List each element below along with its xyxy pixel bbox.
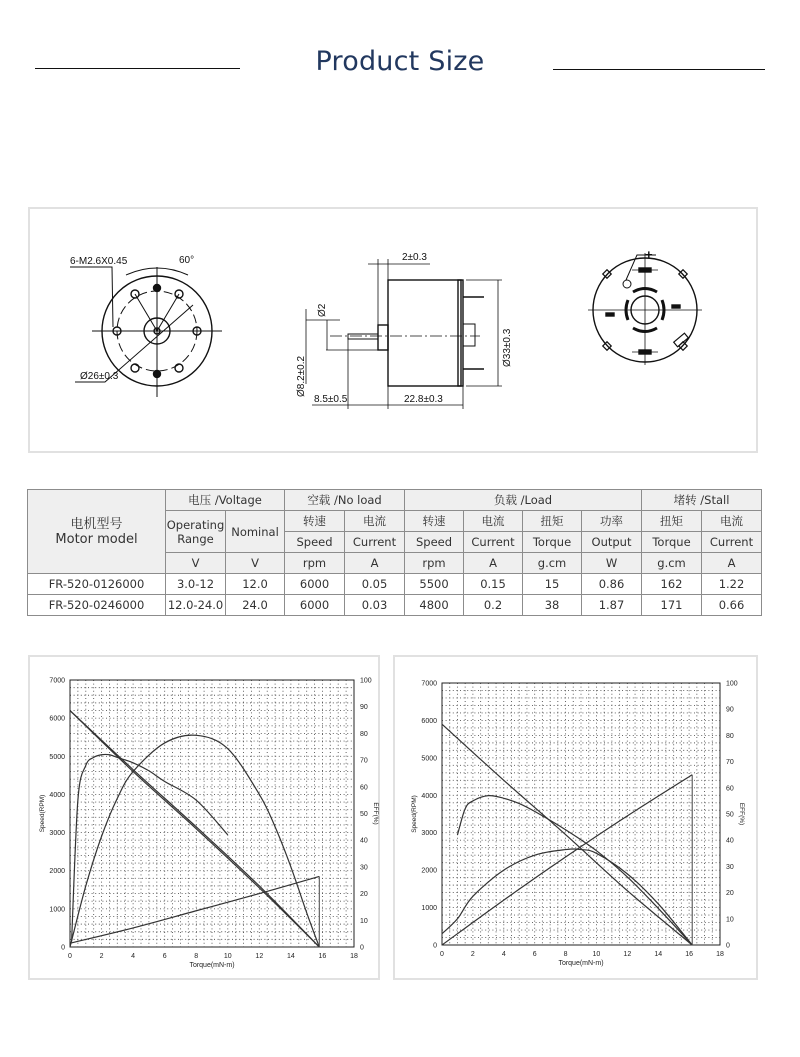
y2-tick-label: 70 <box>726 759 734 767</box>
operating-line2: Range <box>177 531 214 546</box>
y2-tick-label: 40 <box>726 837 734 845</box>
y2-tick-label: 0 <box>360 944 364 952</box>
y2-tick-label: 100 <box>360 677 372 685</box>
cell: 12.0 <box>226 574 285 595</box>
cell: 6000 <box>285 574 345 595</box>
x-tick-label: 4 <box>501 951 506 958</box>
y2-tick-label: 80 <box>726 732 734 740</box>
sub-en: Current <box>345 532 405 553</box>
y2-axis-label: EFF(%) <box>738 802 745 826</box>
y-tick-label: 0 <box>433 942 437 950</box>
cell: 38 <box>523 595 582 616</box>
cell: 12.0-24.0 <box>166 595 226 616</box>
cell: 171 <box>642 595 702 616</box>
y-tick-label: 1000 <box>421 905 437 913</box>
col-operating-range <box>166 511 226 553</box>
unit: g.cm <box>642 553 702 574</box>
x-tick-label: 2 <box>470 951 475 958</box>
cell: 3.0-12 <box>166 574 226 595</box>
y2-tick-label: 20 <box>360 891 368 899</box>
sub-en: Torque <box>523 532 582 553</box>
sub-en: Current <box>702 532 762 553</box>
model-header-cn: 电机型号 <box>70 516 123 532</box>
performance-chart-1-panel <box>28 655 380 980</box>
x-tick-label: 8 <box>194 953 199 960</box>
cell: 24.0 <box>226 595 285 616</box>
cell: 0.15 <box>464 574 523 595</box>
sub-cn: 转速 <box>405 511 464 532</box>
x-tick-label: 10 <box>592 951 601 958</box>
sub-en: Output <box>582 532 642 553</box>
unit: V <box>166 553 226 574</box>
sub-en: Speed <box>405 532 464 553</box>
chart-grid <box>442 683 720 945</box>
table-header-row-groups <box>28 490 762 511</box>
spec-table <box>27 489 762 616</box>
sub-en: Current <box>464 532 523 553</box>
cell-model: FR-520-0126000 <box>28 574 166 595</box>
brush-slot <box>639 350 651 354</box>
y2-tick-label: 90 <box>726 706 734 714</box>
y-tick-label: 2000 <box>421 867 437 875</box>
x-tick-label: 0 <box>68 953 72 960</box>
x-tick-label: 14 <box>286 953 295 960</box>
group-stall: 堵转 /Stall <box>642 490 762 511</box>
x-tick-label: 6 <box>532 951 537 958</box>
x-tick-label: 10 <box>223 953 232 960</box>
y-tick-label: 5000 <box>49 753 65 761</box>
cell: 1.22 <box>702 574 762 595</box>
sub-cn: 电流 <box>345 511 405 532</box>
unit: A <box>345 553 405 574</box>
shaft-diameter-label: Ø2 <box>317 303 328 317</box>
unit: rpm <box>285 553 345 574</box>
front-boss <box>378 325 388 350</box>
y-tick-label: 3000 <box>421 830 437 838</box>
cell: 4800 <box>405 595 464 616</box>
motor-body <box>388 280 461 386</box>
x-tick-label: 2 <box>99 953 104 960</box>
x-tick-label: 14 <box>654 951 663 958</box>
y2-tick-label: 80 <box>360 730 368 738</box>
x-tick-label: 12 <box>623 951 632 958</box>
x-axis-label: Torque(mN-m) <box>189 962 235 969</box>
table-row <box>28 595 762 616</box>
sub-cn: 扭矩 <box>642 511 702 532</box>
sub-en: Torque <box>642 532 702 553</box>
y2-tick-label: 30 <box>726 863 734 871</box>
front-diameter-label: Ø26±0.3 <box>80 371 119 382</box>
sub-cn: 扭矩 <box>523 511 582 532</box>
y-tick-label: 5000 <box>421 755 437 763</box>
x-tick-label: 16 <box>685 951 694 958</box>
y2-tick-label: 70 <box>360 757 368 765</box>
plus-terminal-marker <box>623 280 631 288</box>
sub-cn: 电流 <box>464 511 523 532</box>
unit: W <box>582 553 642 574</box>
series-output-power <box>70 735 319 947</box>
y2-axis-label: EFF(%) <box>372 802 379 825</box>
y-tick-label: 4000 <box>421 792 437 800</box>
page-title: Product Size <box>315 46 485 77</box>
y2-tick-label: 50 <box>360 811 368 818</box>
cell-model: FR-520-0246000 <box>28 595 166 616</box>
cell: 6000 <box>285 595 345 616</box>
x-tick-label: 0 <box>440 951 444 958</box>
plot-frame <box>442 683 720 945</box>
unit: A <box>702 553 762 574</box>
x-tick-label: 16 <box>318 953 327 960</box>
unit: g.cm <box>523 553 582 574</box>
y2-tick-label: 10 <box>726 916 734 924</box>
y2-tick-label: 0 <box>726 942 730 950</box>
group-load: 负载 /Load <box>405 490 642 511</box>
y2-tick-label: 60 <box>726 785 734 793</box>
mount-hole <box>131 364 139 372</box>
rear-bushing <box>463 324 475 346</box>
x-axis-label: Torque(mN-m) <box>558 960 604 967</box>
group-no-load: 空载 /No load <box>285 490 405 511</box>
thread-label: 6-M2.6X0.45 <box>70 256 128 267</box>
sub-en: Speed <box>285 532 345 553</box>
y2-tick-label: 90 <box>360 704 368 712</box>
x-tick-label: 6 <box>162 953 167 960</box>
cell: 5500 <box>405 574 464 595</box>
dimension-drawing-panel <box>28 207 758 453</box>
y-tick-label: 1000 <box>49 906 65 914</box>
shaft-length-label: 8.5±0.5 <box>314 394 348 405</box>
y2-tick-label: 30 <box>360 864 368 872</box>
mount-hole <box>154 371 161 378</box>
mount-hole <box>175 364 183 372</box>
x-tick-label: 12 <box>255 953 264 960</box>
performance-chart-1 <box>30 657 382 982</box>
mount-hole <box>154 285 161 292</box>
series-output-power <box>442 849 692 945</box>
cell: 0.86 <box>582 574 642 595</box>
y-axis-label: Speed(RPM) <box>411 795 418 833</box>
plus-label: + <box>645 247 653 262</box>
performance-chart-2 <box>395 657 760 982</box>
col-nominal: Nominal <box>226 511 285 553</box>
cell: 0.05 <box>345 574 405 595</box>
minus-mark <box>606 313 614 316</box>
thread-leader <box>70 267 113 327</box>
body-length-label: 22.8±0.3 <box>404 394 443 405</box>
y-tick-label: 7000 <box>49 677 65 685</box>
side-view <box>306 259 502 409</box>
flange-label: 2±0.3 <box>402 252 427 263</box>
title-rule-right <box>553 69 765 70</box>
shaft <box>348 334 378 339</box>
cell: 162 <box>642 574 702 595</box>
cell: 15 <box>523 574 582 595</box>
y2-tick-label: 60 <box>360 784 368 792</box>
operating-line1: Operating <box>166 517 225 532</box>
series-speed <box>442 724 692 945</box>
group-voltage: 电压 /Voltage <box>166 490 285 511</box>
cell: 0.66 <box>702 595 762 616</box>
unit: V <box>226 553 285 574</box>
x-tick-label: 18 <box>716 951 724 958</box>
unit: A <box>464 553 523 574</box>
angle-label: 60° <box>179 255 195 266</box>
sub-cn: 转速 <box>285 511 345 532</box>
y-tick-label: 6000 <box>49 715 65 723</box>
y2-tick-label: 10 <box>360 917 368 925</box>
y2-tick-label: 20 <box>726 890 734 898</box>
y2-tick-label: 100 <box>726 680 738 688</box>
y-tick-label: 3000 <box>49 830 65 838</box>
dimension-drawing <box>30 209 760 455</box>
brush-slot <box>639 268 651 272</box>
sub-cn: 电流 <box>702 511 762 532</box>
x-tick-label: 8 <box>563 951 568 958</box>
model-header <box>28 490 166 574</box>
cell: 0.2 <box>464 595 523 616</box>
body-diameter-label: Ø33±0.3 <box>502 328 513 367</box>
minus-mark <box>672 305 680 308</box>
performance-chart-2-panel <box>393 655 758 980</box>
table-row <box>28 574 762 595</box>
unit: rpm <box>405 553 464 574</box>
y-axis-label: Speed(RPM) <box>39 794 46 833</box>
y2-tick-label: 40 <box>360 837 368 845</box>
cell: 0.03 <box>345 595 405 616</box>
cell: 1.87 <box>582 595 642 616</box>
series-current <box>442 775 692 945</box>
model-header-en: Motor model <box>55 531 138 547</box>
y-tick-label: 2000 <box>49 868 65 876</box>
y-tick-label: 7000 <box>421 680 437 688</box>
sub-cn: 功率 <box>582 511 642 532</box>
y-tick-label: 4000 <box>49 791 65 799</box>
x-tick-label: 4 <box>131 953 136 960</box>
x-tick-label: 18 <box>350 953 358 960</box>
rear-view <box>588 253 702 365</box>
y-tick-label: 6000 <box>421 717 437 725</box>
boss-diameter-label: Ø8.2±0.2 <box>296 355 307 397</box>
y-tick-label: 0 <box>61 944 65 952</box>
y2-tick-label: 50 <box>726 811 734 819</box>
